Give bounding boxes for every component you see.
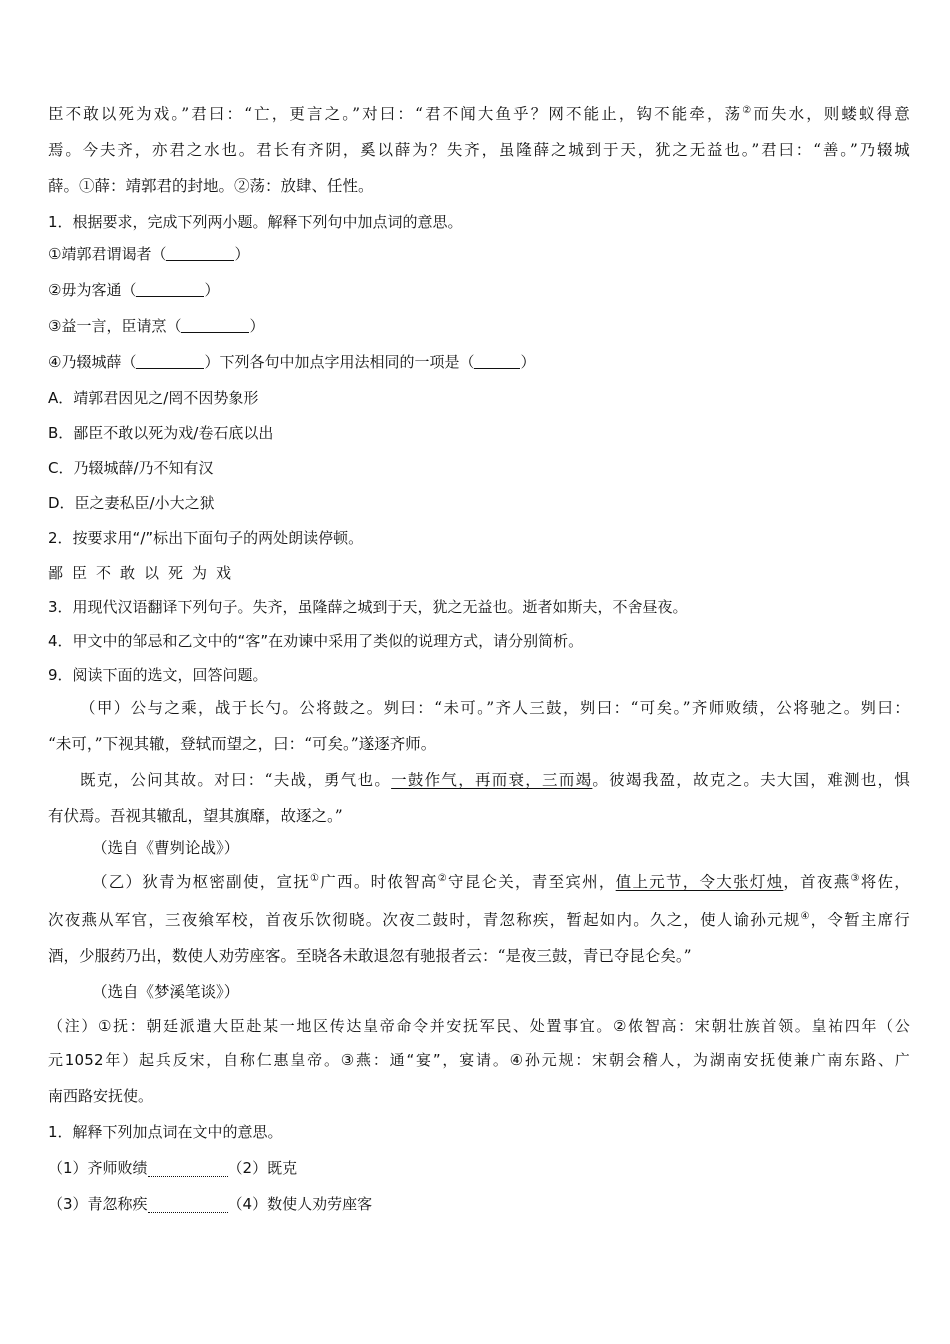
answer-blank[interactable] bbox=[474, 354, 520, 369]
q1-option-c: C．乃辍城薛/乃不知有汉 bbox=[48, 459, 214, 477]
jia-line-3: 既克，公问其故。对曰：“夫战，勇气也。一鼓作气，再而衰，三而竭。彼竭我盈，故克之。夫大国，难测也，惧 bbox=[80, 771, 910, 789]
q2-sentence: 鄙臣不敢以死为戏 bbox=[48, 564, 241, 582]
q1-item-4: ④乃辍城薛（ ）下列各句中加点字用法相同的一项是（ ） bbox=[48, 353, 536, 371]
passage-line-3: 薛。①薛：靖郭君的封地。②荡：放肆、任性。 bbox=[48, 177, 374, 195]
answer-blank[interactable] bbox=[148, 1196, 228, 1213]
jia-line-4: 有伏焉。吾视其辙乱，望其旗靡，故逐之。” bbox=[48, 807, 343, 825]
yi-line-3: 酒，少服药乃出，数使人劝劳座客。至晓各未敢退忽有驰报者云：“是夜三鼓，青已夺昆仑矣。” bbox=[48, 947, 692, 965]
note-line-2: 元1052年）起兵反宋，自称仁惠皇帝。③燕：通“宴”，宴请。④孙元规：宋朝会稽人，为湖南安抚使兼广南东路、广 bbox=[48, 1051, 910, 1069]
answer-blank[interactable] bbox=[181, 318, 249, 333]
q1-option-d: D．臣之妻私臣/小大之狱 bbox=[48, 494, 215, 512]
q3-text: 3．用现代汉语翻译下列句子。失齐，虽隆薛之城到于天，犹之无益也。逝者如斯夫，不舍昼夜。 bbox=[48, 598, 688, 616]
q9-sub1-row-1: （1）齐师败绩 （2）既克 bbox=[48, 1159, 298, 1177]
q1-heading: 1．根据要求，完成下列两小题。解释下列句中加点词的意思。 bbox=[48, 213, 463, 231]
q9-sub1-heading: 1．解释下列加点词在文中的意思。 bbox=[48, 1123, 283, 1141]
yi-line-2: 次夜燕从军官，三夜飨军校，首夜乐饮彻晓。次夜二鼓时，青忽称疾，暂起如内。久之，使人谕孙元规④，令暂主席行 bbox=[48, 910, 910, 929]
passage-line-2: 焉。今夫齐，亦君之水也。君长有齐阴，奚以薛为？失齐，虽隆薛之城到于天，犹之无益也。”君曰：“善。”乃辍城 bbox=[48, 141, 910, 159]
q1-item-3: ③益一言，臣请烹（ ） bbox=[48, 317, 265, 335]
answer-blank[interactable] bbox=[166, 246, 234, 261]
jia-line-2: “未可，”下视其辙，登轼而望之，曰：“可矣。”遂逐齐师。 bbox=[48, 735, 437, 753]
passage-line-1: 臣不敢以死为戏。”君曰：“亡，更言之。”对曰：“君不闻大鱼乎？网不能止，钩不能牵，荡②而失水，则蝼蚁得意 bbox=[48, 104, 910, 123]
yi-source: （选自《梦溪笔谈》） bbox=[92, 983, 240, 1001]
q1-item-1: ①靖郭君谓谒者（ ） bbox=[48, 245, 250, 263]
jia-source: （选自《曹刿论战》） bbox=[92, 839, 240, 857]
q2-heading: 2．按要求用“/”标出下面句子的两处朗读停顿。 bbox=[48, 529, 364, 547]
q1-option-a: A．靖郭君因见之/罔不因势象形 bbox=[48, 389, 259, 407]
jia-line-1: （甲）公与之乘，战于长勺。公将鼓之。刿曰：“未可。”齐人三鼓，刿曰：“可矣。”齐师败绩，公将驰之。刿曰： bbox=[80, 699, 910, 717]
answer-blank[interactable] bbox=[136, 354, 204, 369]
answer-blank[interactable] bbox=[148, 1160, 228, 1177]
q1-option-b: B．鄙臣不敢以死为戏/卷石底以出 bbox=[48, 424, 274, 442]
note-line-1: （注）①抚：朝廷派遣大臣赴某一地区传达皇帝命令并安抚军民、处置事宜。②侬智高：宋朝壮族首领。皇祐四年（公 bbox=[48, 1017, 910, 1035]
underlined-sentence: 值上元节，令大张灯烛 bbox=[615, 873, 784, 891]
answer-blank[interactable] bbox=[136, 282, 204, 297]
underlined-sentence: 一鼓作气，再而衰，三而竭 bbox=[391, 771, 593, 789]
q9-sub1-row-2: （3）青忽称疾 （4）数使人劝劳座客 bbox=[48, 1195, 373, 1213]
q9-heading: 9．阅读下面的选文，回答问题。 bbox=[48, 666, 268, 684]
q1-item-2: ②毋为客通（ ） bbox=[48, 281, 220, 299]
note-line-3: 南西路安抚使。 bbox=[48, 1087, 154, 1105]
yi-line-1: （乙）狄青为枢密副使，宣抚①广西。时侬智高②守昆仑关，青至宾州，值上元节，令大张灯烛，首夜燕③将佐， bbox=[92, 872, 910, 891]
q4-text: 4．甲文中的邹忌和乙文中的“客”在劝谏中采用了类似的说理方式，请分别简析。 bbox=[48, 632, 584, 650]
